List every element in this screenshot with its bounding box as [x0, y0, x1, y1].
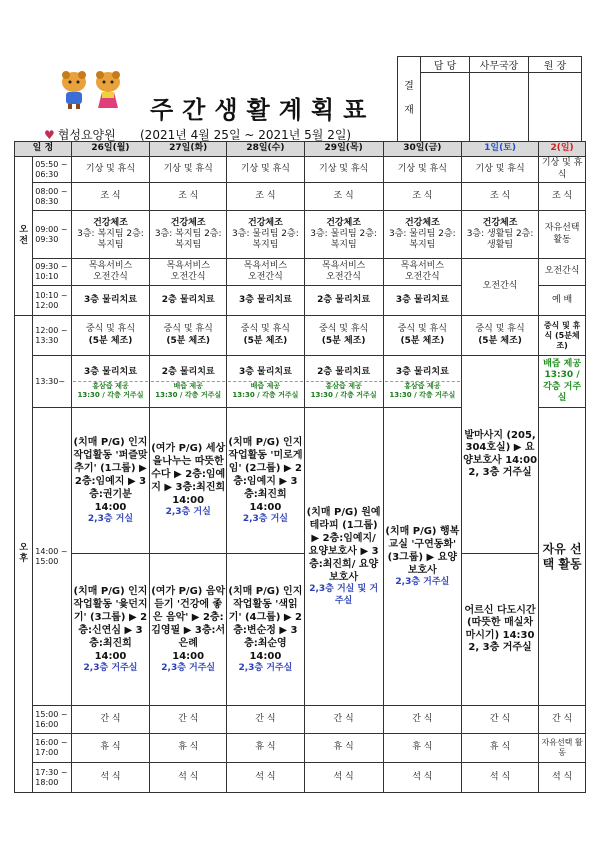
- header-label: 일 정: [15, 142, 72, 157]
- day-sat: 1일(토): [461, 142, 538, 157]
- heart-icon: ♥: [44, 128, 55, 142]
- rest-cell: 휴 식: [150, 734, 227, 763]
- sun-lunch-cell: 중식 및 휴식 (5분체조): [539, 316, 586, 356]
- program-cell: (치매 P/G) 원예테라피 (1그룹) ▶ 2층:임예지/ 요양보호사 ▶ 3층:최진희/ 요양보호사 2,3층 거실 및 거주실: [304, 408, 383, 706]
- lunch-cell: 중식 및 휴식 (5분 체조): [383, 316, 461, 356]
- worship-cell: 예 배: [539, 286, 586, 316]
- snack-cell: 간 식: [539, 706, 586, 734]
- section-pm: 오 후: [15, 316, 33, 793]
- day-fri: 30일(금): [383, 142, 461, 157]
- wake-cell: 기상 및 휴식: [539, 157, 586, 183]
- approval-col-director: 사무국장: [470, 57, 529, 73]
- schedule-table: [14, 141, 586, 793]
- approval-col-chief: 원 장: [529, 57, 582, 73]
- health-cell: 건강체조 3층: 생활팀 2층: 생활팀: [461, 211, 538, 259]
- time-cell: 17:30 ~ 18:00: [33, 763, 72, 793]
- sun-free2-cell: 자유선택 활동: [539, 734, 586, 763]
- day-tue: 27일(화): [150, 142, 227, 157]
- pt-cell: 2층 물리치료: [150, 286, 227, 316]
- snack-cell: 간 식: [461, 706, 538, 734]
- time-cell: 12:00 ~ 13:30: [33, 316, 72, 356]
- time-cell: 15:00 ~ 16:00: [33, 706, 72, 734]
- health-cell: 건강체조 3층: 복지팀 2층: 복지팀: [150, 211, 227, 259]
- program-cell: (치매 P/G) 인지작업활동 '미로게임' (2그룹) ▶ 2층:임예지 ▶ 3층:최진희 14:00 2,3층 거실: [227, 408, 304, 554]
- bath-cell: 목욕서비스 오전간식: [227, 259, 304, 286]
- lunch-cell: 중식 및 휴식 (5분 체조): [71, 316, 149, 356]
- time-cell: 09:00 ~ 09:30: [33, 211, 72, 259]
- program-cell: (여가 P/G) 음악듣기 '건강에 좋은 음악' ▶ 2층:김영필 ▶ 3층:서은례 14:00 2,3층 거주실: [150, 554, 227, 706]
- breakfast-cell: 조 식: [227, 183, 304, 211]
- program-cell: (치매 P/G) 행복교실 '구연동화' (3그룹) ▶ 요양보호사 2,3층 거주실: [383, 408, 461, 706]
- time-cell: 05:50 ~ 06:30: [33, 157, 72, 183]
- approval-box: [397, 56, 582, 142]
- pt-drink-cell: 3층 물리치료 홍삼즙 제공 13:30 / 각층 거주실: [71, 356, 149, 408]
- wake-cell: 기상 및 휴식: [227, 157, 304, 183]
- sun-free-big-cell: 자유 선택 활동: [539, 408, 586, 706]
- bath-cell: 목욕서비스 오전간식: [304, 259, 383, 286]
- sun-drink-cell: 배즙 제공 13:30 / 각층 거주실: [539, 356, 586, 408]
- dinner-cell: 석 식: [150, 763, 227, 793]
- pt-drink-cell: 3층 물리치료 홍삼즙 제공 13:30 / 각층 거주실: [383, 356, 461, 408]
- lunch-cell: 중식 및 휴식 (5분 체조): [227, 316, 304, 356]
- health-cell: 건강체조 3층: 물리팀 2층: 복지팀: [227, 211, 304, 259]
- time-cell: 09:30 ~ 10:10: [33, 259, 72, 286]
- program-cell: (여가 P/G) 세상을나누는 따뜻한 수다 ▶ 2층:임예지 ▶ 3층:최진희 14:00 2,3층 거실: [150, 408, 227, 554]
- snack-cell: 간 식: [383, 706, 461, 734]
- pt-cell: 3층 물리치료: [227, 286, 304, 316]
- breakfast-cell: 조 식: [304, 183, 383, 211]
- wake-cell: 기상 및 휴식: [461, 157, 538, 183]
- pt-drink-cell: 2층 물리치료 배즙 제공 13:30 / 각층 거주실: [150, 356, 227, 408]
- program-cell: (치매 P/G) 인지작업활동 '색읽기' (4그룹) ▶ 2층:변순정 ▶ 3층:최순영 14:00 2,3층 거주실: [227, 554, 304, 706]
- pt-drink-cell: 2층 물리치료 홍삼즙 제공 13:30 / 각층 거주실: [304, 356, 383, 408]
- dinner-cell: 석 식: [227, 763, 304, 793]
- period: (2021년 4월 25일 ~ 2021년 5월 2일): [140, 128, 352, 142]
- wake-cell: 기상 및 휴식: [383, 157, 461, 183]
- pt-cell: 2층 물리치료: [304, 286, 383, 316]
- lunch-cell: 중식 및 휴식 (5분 체조): [150, 316, 227, 356]
- sat-snack-cell: 오전간식: [461, 259, 538, 316]
- dinner-cell: 석 식: [383, 763, 461, 793]
- page-title: 주간생활계획표: [150, 96, 376, 124]
- day-mon: 26일(월): [71, 142, 149, 157]
- sat-tea-cell: 어르신 다도시간 (따뜻한 매실차 마시기) 14:30 2, 3층 거주실: [461, 554, 538, 706]
- section-am: 오 전: [15, 157, 33, 316]
- header-row: [15, 142, 586, 157]
- rest-cell: 휴 식: [383, 734, 461, 763]
- approval-sign-2: [470, 73, 529, 142]
- pt-drink-cell: 3층 물리치료 배즙 제공 13:30 / 각층 거주실: [227, 356, 304, 408]
- sat-pm-cell: 발마사지 (205, 304호실) ▶ 요양보호사 14:00 2, 3층 거주실: [461, 356, 538, 554]
- dinner-cell: 석 식: [71, 763, 149, 793]
- snack-cell: 간 식: [227, 706, 304, 734]
- time-cell: 16:00 ~ 17:00: [33, 734, 72, 763]
- wake-cell: 기상 및 휴식: [150, 157, 227, 183]
- breakfast-cell: 조 식: [461, 183, 538, 211]
- sun-snack-cell: 오전간식: [539, 259, 586, 286]
- lunch-cell: 중식 및 휴식 (5분 체조): [304, 316, 383, 356]
- health-cell: 건강체조 3층: 복지팀 2층: 복지팀: [71, 211, 149, 259]
- day-wed: 28일(수): [227, 142, 304, 157]
- mascot-boy-icon: [58, 70, 90, 110]
- bath-cell: 목욕서비스 오전간식: [383, 259, 461, 286]
- rest-cell: 휴 식: [227, 734, 304, 763]
- approval-sign-3: [529, 73, 582, 142]
- pt-cell: 3층 물리치료: [71, 286, 149, 316]
- program-cell: (치매 P/G) 인지작업활동 '퍼즐맞추기' (1그룹) ▶ 2층:임예지 ▶ 3층:권기분 14:00 2,3층 거실: [71, 408, 149, 554]
- day-thu: 29일(목): [304, 142, 383, 157]
- pt-cell: 3층 물리치료: [383, 286, 461, 316]
- rest-cell: 휴 식: [71, 734, 149, 763]
- approval-side-label: 결 재: [398, 57, 421, 142]
- health-cell: 건강체조 3층: 물리팀 2층: 복지팀: [383, 211, 461, 259]
- breakfast-cell: 조 식: [71, 183, 149, 211]
- bath-cell: 목욕서비스 오전간식: [71, 259, 149, 286]
- approval-sign-1: [421, 73, 470, 142]
- breakfast-cell: 조 식: [150, 183, 227, 211]
- org-label: 협성요양원: [57, 128, 116, 142]
- snack-cell: 간 식: [304, 706, 383, 734]
- snack-cell: 간 식: [150, 706, 227, 734]
- time-cell: 10:10 ~ 12:00: [33, 286, 72, 316]
- rest-cell: 휴 식: [304, 734, 383, 763]
- bath-cell: 목욕서비스 오전간식: [150, 259, 227, 286]
- wake-cell: 기상 및 휴식: [304, 157, 383, 183]
- snack-cell: 간 식: [71, 706, 149, 734]
- dinner-cell: 석 식: [461, 763, 538, 793]
- dinner-cell: 석 식: [539, 763, 586, 793]
- breakfast-cell: 조 식: [539, 183, 586, 211]
- health-cell: 건강체조 3층: 물리팀 2층: 복지팀: [304, 211, 383, 259]
- dinner-cell: 석 식: [304, 763, 383, 793]
- wake-cell: 기상 및 휴식: [71, 157, 149, 183]
- time-cell: 13:30~: [33, 356, 72, 408]
- time-cell: 14:00 ~ 15:00: [33, 408, 72, 706]
- day-sun: 2(일): [539, 142, 586, 157]
- sun-free-cell: 자유선택 활동: [539, 211, 586, 259]
- approval-col-manager: 담 당: [421, 57, 470, 73]
- breakfast-cell: 조 식: [383, 183, 461, 211]
- program-cell: (치매 P/G) 인지작업활동 '윷던지기' (3그룹) ▶ 2층:신연심 ▶ 3층:최진희 14:00 2,3층 거주실: [71, 554, 149, 706]
- mascot-girl-icon: [92, 70, 124, 110]
- lunch-cell: 중식 및 휴식 (5분 체조): [461, 316, 538, 356]
- rest-cell: 휴 식: [461, 734, 538, 763]
- time-cell: 08:00 ~ 08:30: [33, 183, 72, 211]
